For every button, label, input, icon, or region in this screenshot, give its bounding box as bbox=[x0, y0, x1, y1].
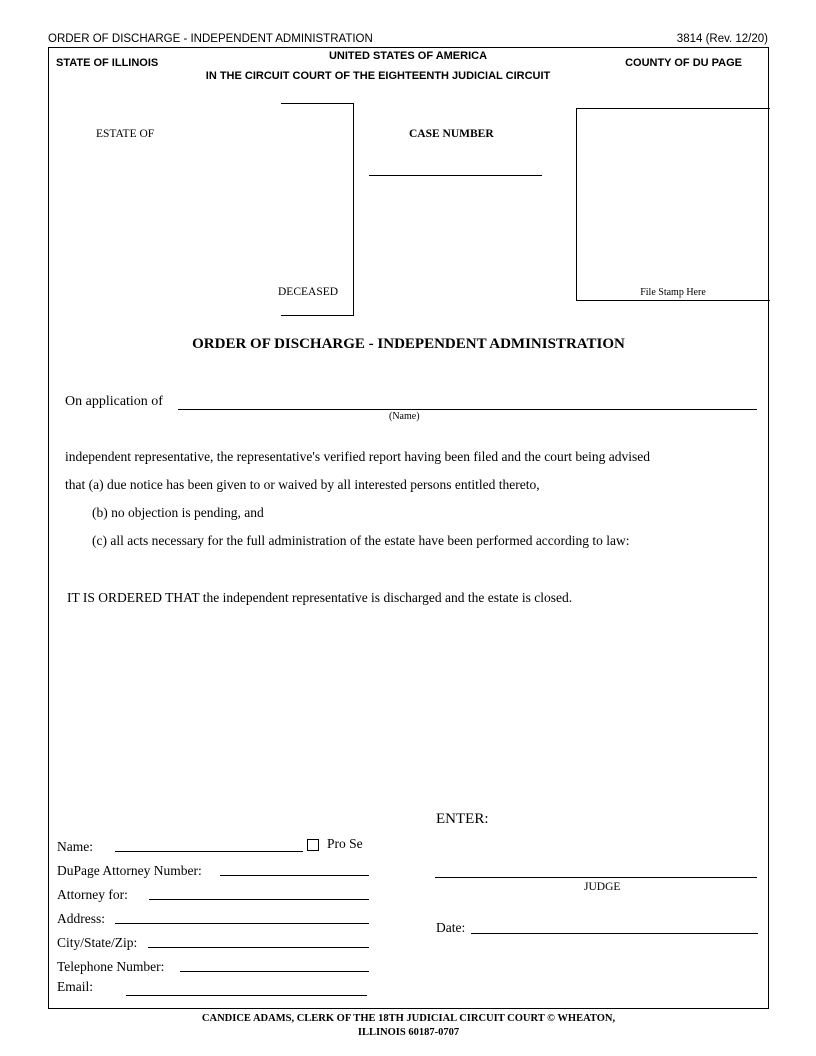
judge-signature-input[interactable] bbox=[435, 863, 757, 878]
footer-line-1: CANDICE ADAMS, CLERK OF THE 18TH JUDICIAL CIRCUIT COURT © WHEATON, bbox=[201, 1013, 616, 1024]
caption-vertical-rule bbox=[353, 103, 354, 316]
attorney-number-input[interactable] bbox=[220, 861, 369, 876]
file-stamp-box bbox=[576, 108, 770, 301]
order-text: IT IS ORDERED THAT the independent representative is discharged and the estate is closed. bbox=[67, 590, 573, 605]
deceased-label: DECEASED bbox=[278, 286, 339, 298]
footer-line-2: ILLINOIS 60187-0707 bbox=[357, 1027, 460, 1038]
body-line-1: independent representative, the representative's verified report having been filed and the court being advised bbox=[65, 449, 650, 464]
body-line-2: that (a) due notice has been given to or waived by all interested persons entitled thereto, bbox=[65, 477, 540, 492]
caption-top-rule bbox=[281, 103, 354, 104]
body-line-3: (b) no objection is pending, and bbox=[92, 505, 264, 520]
attorney-for-label: Attorney for: bbox=[57, 887, 128, 902]
enter-label: ENTER: bbox=[436, 811, 489, 827]
pro-se-checkbox[interactable] bbox=[307, 839, 319, 851]
attorney-name-input[interactable] bbox=[115, 837, 303, 852]
form-number: 3814 (Rev. 12/20) bbox=[676, 33, 768, 45]
telephone-input[interactable] bbox=[180, 957, 369, 972]
application-label: On application of bbox=[65, 394, 163, 409]
caption-bottom-rule bbox=[281, 315, 354, 316]
file-stamp-label: File Stamp Here bbox=[640, 287, 706, 298]
attorney-name-label: Name: bbox=[57, 839, 93, 854]
city-state-zip-label: City/State/Zip: bbox=[57, 935, 138, 950]
case-number-input[interactable] bbox=[369, 161, 542, 176]
attorney-for-input[interactable] bbox=[149, 885, 369, 900]
date-label: Date: bbox=[436, 920, 466, 935]
judge-label: JUDGE bbox=[584, 881, 621, 893]
case-number-label: CASE NUMBER bbox=[409, 128, 494, 140]
county-label: COUNTY OF DU PAGE bbox=[625, 57, 742, 69]
city-state-zip-input[interactable] bbox=[148, 933, 369, 948]
telephone-label: Telephone Number: bbox=[57, 959, 165, 974]
country-label: UNITED STATES OF AMERICA bbox=[328, 50, 488, 62]
state-label: STATE OF ILLINOIS bbox=[56, 57, 159, 69]
applicant-name-input[interactable] bbox=[178, 395, 757, 410]
document-title: ORDER OF DISCHARGE - INDEPENDENT ADMINISTRATION bbox=[192, 336, 625, 352]
email-label: Email: bbox=[57, 979, 93, 994]
address-input[interactable] bbox=[115, 909, 369, 924]
pro-se-label: Pro Se bbox=[327, 836, 363, 851]
email-input[interactable] bbox=[126, 981, 367, 996]
estate-of-label: ESTATE OF bbox=[96, 128, 155, 140]
name-caption: (Name) bbox=[389, 411, 420, 422]
court-label: IN THE CIRCUIT COURT OF THE EIGHTEENTH JUDICIAL CIRCUIT bbox=[205, 70, 551, 82]
date-input[interactable] bbox=[471, 919, 758, 934]
address-label: Address: bbox=[57, 911, 105, 926]
body-line-4: (c) all acts necessary for the full administration of the estate have been performed according to law: bbox=[92, 533, 630, 548]
attorney-number-label: DuPage Attorney Number: bbox=[57, 863, 202, 878]
form-title-header: ORDER OF DISCHARGE - INDEPENDENT ADMINISTRATION bbox=[48, 33, 373, 45]
